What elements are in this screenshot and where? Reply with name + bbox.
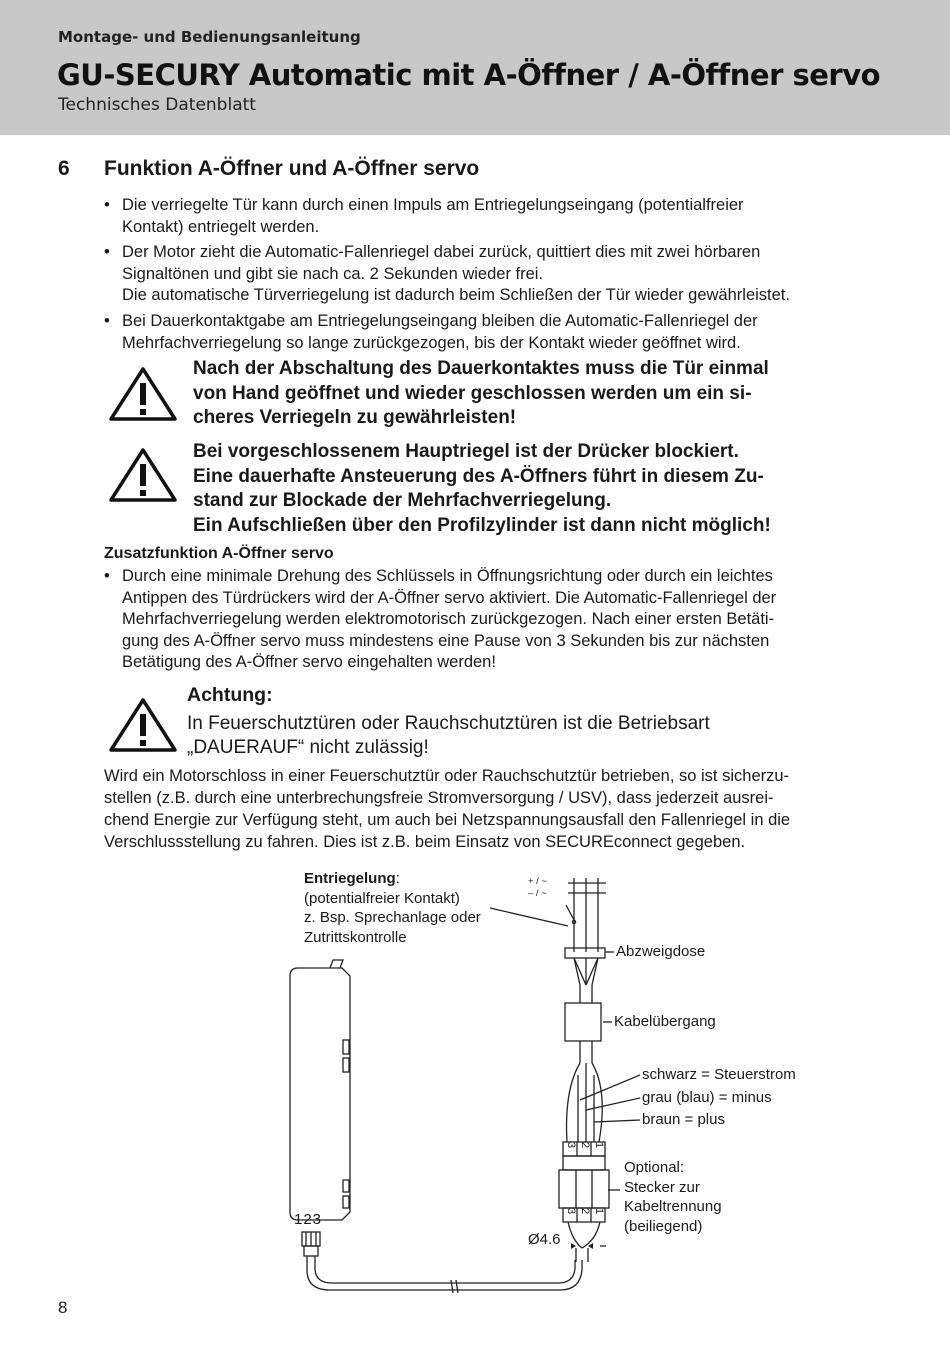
- pin-number: 2: [579, 1208, 591, 1215]
- text-line: Wird ein Motorschloss in einer Feuerschutztür oder Rauchschutztür betrieben, so ist sicherzu-: [104, 767, 790, 785]
- text-line: Ein Aufschließen über den Profilzylinder ist dann nicht möglich!: [193, 514, 771, 536]
- text-line: Kontakt) entriegelt werden.: [122, 217, 320, 236]
- section-title: Funktion A-Öffner und A-Öffner servo: [104, 157, 480, 180]
- text-line: Bei vorgeschlossenem Hauptriegel ist der Drücker blockiert.: [193, 441, 739, 462]
- optional-label: [624, 1158, 722, 1236]
- manual-type: Montage- und Bedienungsanleitung: [58, 28, 361, 46]
- document-subtitle: Technisches Datenblatt: [58, 95, 256, 115]
- text-line: Kabeltrennung: [624, 1198, 722, 1215]
- text-line: In Feuerschutztüren oder Rauchschutztüren ist die Betriebsart: [187, 713, 710, 734]
- text-line: Antippen des Türdrückers wird der A-Öffner servo aktiviert. Die Automatic-Fallenriegel der: [122, 588, 777, 607]
- bullet-dot: •: [104, 196, 110, 214]
- achtung-title: Achtung:: [187, 684, 273, 706]
- kabeluebergang-label: Kabelübergang: [614, 1013, 716, 1030]
- pin-number: 3: [565, 1208, 577, 1215]
- text-line: Bei Dauerkontaktgabe am Entriegelungseingang bleiben die Automatic-Fallenriegel der: [122, 312, 758, 330]
- page-number: 8: [58, 1298, 68, 1317]
- text-line: Durch eine minimale Drehung des Schlüssels in Öffnungsrichtung oder durch ein leichtes: [122, 567, 773, 585]
- text-line: von Hand geöffnet und wieder geschlossen werden um ein si-: [193, 382, 752, 404]
- text-line: Der Motor zieht die Automatic-Fallenriegel dabei zurück, quittiert dies mit zwei hörbaren: [122, 243, 761, 261]
- wire-label: grau (blau) = minus: [642, 1089, 772, 1106]
- entriegelung-title: Entriegelung: [304, 870, 396, 887]
- text-line: Betätigung des A-Öffner servo eingehalten werden!: [122, 653, 496, 671]
- bullet-dot: •: [104, 567, 110, 585]
- text-line: Die verriegelte Tür kann durch einen Impuls am Entriegelungseingang (potentialfreier: [122, 196, 744, 214]
- text-line: „DAUERAUF“ nicht zulässig!: [187, 737, 429, 758]
- minus-label: – / ~: [528, 888, 547, 899]
- section-number: 6: [58, 157, 70, 180]
- text-line: Stecker zur: [624, 1178, 700, 1196]
- text-line: Eine dauerhafte Ansteuerung des A-Öffners führt in diesem Zu-: [193, 465, 764, 487]
- wire-label: schwarz = Steuerstrom: [642, 1066, 796, 1083]
- text-line: cheres Verriegeln zu gewährleisten!: [193, 407, 517, 428]
- bullet-dot: •: [104, 312, 110, 330]
- text-line: Mehrfachverriegelung so lange zurückgezogen, bis der Kontakt wieder geöffnet wird.: [122, 333, 741, 352]
- pin-numbers: 123: [294, 1211, 323, 1228]
- text-line: chend Energie zur Verfügung steht, um auch bei Netzspannungsausfall den Fallenriegel in die: [104, 811, 791, 829]
- entriegelung-label: [304, 869, 481, 947]
- colon: :: [395, 870, 400, 887]
- diameter-label: Ø4.6: [528, 1231, 561, 1248]
- text-line: gung des A-Öffner servo muss mindestens eine Pause von 3 Sekunden bis zur nächsten: [122, 631, 770, 650]
- pin-number: 2: [579, 1142, 591, 1149]
- bullet-dot: •: [104, 243, 110, 261]
- pin-number: 1: [593, 1142, 605, 1149]
- text-line: z. Bsp. Sprechanlage oder: [304, 909, 481, 926]
- plus-label: + / ~: [528, 876, 548, 887]
- text-line: (beiliegend): [624, 1217, 703, 1235]
- abzweigdose-label: Abzweigdose: [616, 943, 706, 960]
- text-line: Verschlussstellung zu fahren. Dies ist z.B. beim Einsatz von SECUREconnect gegeben.: [104, 833, 746, 851]
- text-line: Mehrfachverriegelung werden elektromotorisch zurückgezogen. Nach einer ersten Betäti-: [122, 610, 775, 628]
- text-line: Die automatische Türverriegelung ist dadurch beim Schließen der Tür wieder gewährleistet.: [122, 286, 790, 304]
- wire-label: braun = plus: [642, 1111, 725, 1128]
- text-line: (potentialfreier Kontakt): [304, 889, 460, 907]
- text-line: Signaltönen und gibt sie nach ca. 2 Sekunden wieder frei.: [122, 264, 544, 283]
- text-line: Nach der Abschaltung des Dauerkontaktes muss die Tür einmal: [193, 358, 769, 379]
- subheading: Zusatzfunktion A-Öffner servo: [104, 545, 334, 562]
- lock-body: [290, 968, 350, 1220]
- text-line: stand zur Blockade der Mehrfachverriegelung.: [193, 490, 612, 511]
- text-line: Zutrittskontrolle: [304, 928, 407, 946]
- document-title: GU-SECURY Automatic mit A-Öffner / A-Öffner servo: [57, 58, 881, 92]
- pin-number: 3: [565, 1142, 577, 1149]
- text-line: Optional:: [624, 1159, 685, 1176]
- text-line: stellen (z.B. durch eine unterbrechungsfreie Stromversorgung / USV), dass jederzeit ausrei-: [104, 789, 774, 807]
- pin-number: 1: [593, 1208, 605, 1215]
